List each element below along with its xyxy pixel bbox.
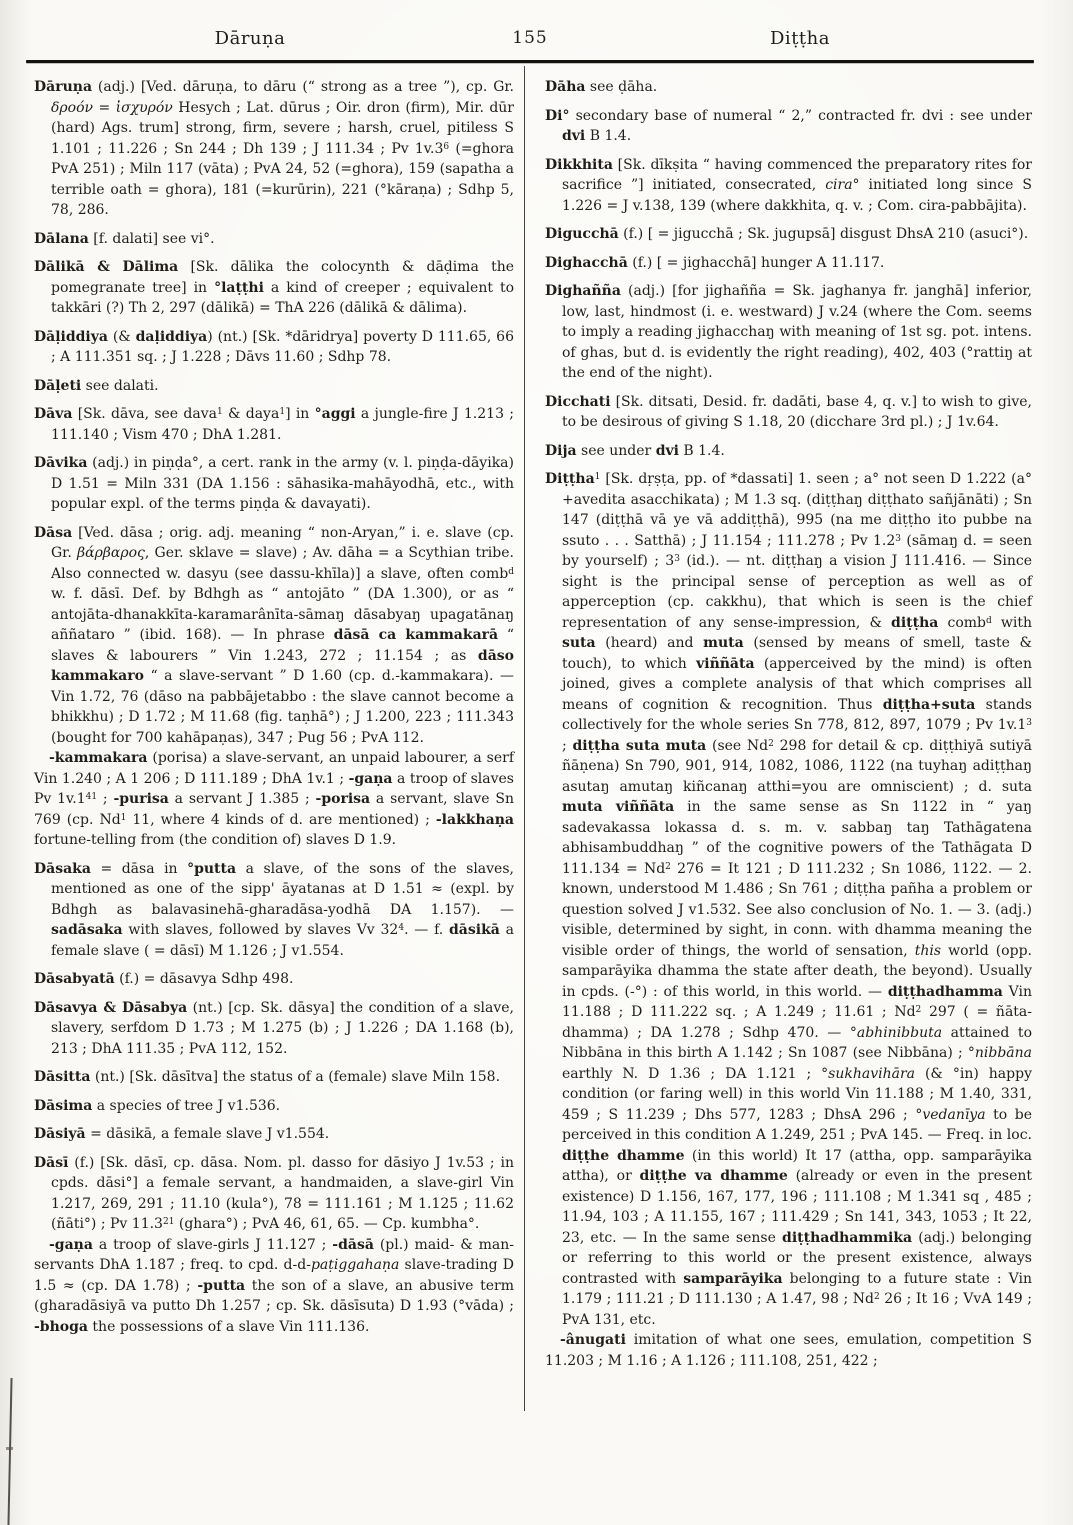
entry-text: imitation of what one sees, emulation, competition S 11.203 ; M 1.16 ; A 1.126 ; 111.108, 251, 422 ; [545, 1332, 1032, 1369]
left-column [34, 77, 514, 1345]
entry-text: secondary base of numeral “ 2,” contracted fr. dvi : see under [569, 107, 1032, 124]
entry-paragraph [34, 1096, 514, 1117]
entry-text: a jungle-fire J 1.213 ; 111.140 ; Vism 470 ; DhA 1.281. [51, 406, 514, 443]
entry-text: 276 = It 121 ; D 111.232 ; Sn 1086, 1122. — 2. known, understood M 1.486 ; Sn 761 ; diṭṭha pañha a problem or question solved J v1.532. See also conclusion of No. 1. — 3. (adj.) visible, determined by sight, in conn. with dhamma meaning the visible order of things, the world of sensation, [562, 860, 1032, 959]
headword: Diṭṭha [545, 471, 595, 487]
entry-text: 297 ( = ñāta-dhamma) ; DA 1.278 ; Sdhp 470. — [562, 1004, 1032, 1041]
entry-text: diṭṭhe va dhamme [639, 1168, 788, 1184]
entry-text: = dāsa in [90, 860, 188, 877]
entry-text: 3 [674, 554, 680, 564]
headword: Dikkhita [545, 156, 613, 173]
entry-text: w. f. dāsī. Def. by Bdhgh as “ antojāto ” (DA 1.300), or as “ antojāta-dhanakkīta-karamarânīta-sāmaŋ dāsabyaŋ upagatānaŋ aññataro ” (ibid. 168). — In phrase [51, 586, 514, 643]
scan-artifact [7, 1378, 12, 1525]
entry-text: attained to Nibbāna in this birth A 1.142 ; Sn 1087 (see Nibbāna) ; [562, 1024, 1032, 1061]
entry-text: 3 [895, 533, 902, 544]
headword: Dāsima [34, 1097, 93, 1114]
headword: Dicchati [545, 393, 611, 410]
entry-text: °putta [187, 860, 237, 877]
headword: Dālana [34, 230, 89, 247]
entry-text: [Sk. ditsati, Desid. fr. dadāti, base 4, q. v.] to wish to give, to be desirous of giving S 1.18, 20 (dicchare 3rd pl.) ; J 1v.64. [562, 393, 1032, 430]
column-divider [524, 66, 525, 1411]
entry-text: °abhinibbuta [849, 1024, 943, 1041]
entry-text: (id.). — nt. diṭṭhaŋ a vision J 111.416. — Since sight is the principal sense of perception as well as of apperception (cp. cakkhu), that which is seen is the chief representation of any sense-impression, & [562, 553, 1033, 631]
entry-text: (apperceived by the mind) is often joined, gives a complete analysis of that which comprises all means of cognition & recognition. Thus [562, 655, 1032, 713]
entry-text: [Sk. dṛṣṭa, pp. of *dassati] 1. seen ; a° not seen D 1.222 (a°+avedita asacchikata) ; M 1.3 sq. (diṭṭhaŋ diṭṭhato sañjānāti) ; Sn 147 (diṭṭhā vā ye vā addiṭṭhā), 995 (na me diṭṭho ito pubbe na ssuto . . . Satthā) ; J 11.154 ; 111.278 ; Pv 1.2 [562, 471, 1032, 549]
entry-text: , Ger. sklave = slave) ; Av. dāha = a Scythian tribe. Also connected w. dasyu (see dassu-khīla)] a slave, often comb [51, 545, 514, 582]
entry-text: see dalati. [81, 377, 159, 394]
entry-text: ; [97, 791, 114, 807]
entry-text: see ḍāha. [585, 79, 658, 95]
headword: Dālikā & Dālima [34, 259, 179, 275]
entry-text: a troop of slave-girls J 11.127 ; [92, 1236, 333, 1253]
entry-paragraph [545, 469, 1032, 1330]
entry-text: -lakkhaṇa [435, 811, 514, 828]
entry-text: (adj.) [for jighañña = Sk. jaghanya fr. janghā] inferior, low, last, hindmost (i. e. westward) J v.24 (where the Com. seems to imply a reading jighacchaŋ with meaning of 1st sg. pot. intens. of ghas, but d. is evidently the right reading), 402, 403 (°rattiŋ at the end of the night). [562, 283, 1032, 381]
scan-artifact-blot [6, 1447, 13, 1450]
entry-text: 1 [279, 407, 286, 417]
entry-text: °sukhavihāra [821, 1065, 915, 1082]
entry-paragraph [545, 1330, 1032, 1371]
entry-text: a slave, of the sons of the slaves, mentioned as one of the sipp' āyatanas at D 1.51 ≈ (expl. by Bdhgh as balavasinehā-gharadāsa-yodhā DA 1.157). — [51, 860, 514, 918]
headword: Dāvika [34, 455, 88, 471]
entry-text: Hesych ; Lat. dūrus ; Oir. dron (firm), Mir. dūr (hard) Ags. trum] strong, firm, severe ; harsh, cruel, pitiless S 1.101 ; 11.226 ; Sn 244 ; Dh 139 ; J 111.34 ; Pv 1v.3 [51, 99, 514, 157]
entry-text: viññāta [696, 655, 755, 672]
entry-text: 1 [216, 407, 223, 417]
entry-text: 2 [665, 861, 671, 872]
entry-text: -bhoga [34, 1318, 88, 1335]
entry-text: dvi [562, 128, 586, 144]
entry-text: dvi [655, 442, 679, 459]
dictionary-entry-dasiya [34, 1124, 514, 1145]
entry-text: diṭṭhadhamma [887, 983, 1003, 1000]
dictionary-entry-dija [545, 441, 1032, 462]
headword: Dighañña [545, 283, 621, 299]
entry-paragraph [545, 392, 1032, 433]
entry-text: muta [703, 635, 744, 651]
entry-text: 4 [398, 923, 405, 933]
headword: Dāsa [34, 524, 73, 541]
entry-text: world (opp. samparāyika dhamma the state after death, the beyond). Usually in cpds. (-°) : of this world, in this world. — [562, 942, 1032, 1000]
headword: Dāsitta [34, 1069, 91, 1085]
entry-text: (& [107, 328, 136, 345]
headword: Digucchā [545, 226, 619, 242]
entry-text: the possessions of a slave Vin 111.136. [87, 1318, 370, 1335]
entry-text: with slaves, followed by slaves Vv 32 [122, 922, 399, 938]
entry-text: -putta [197, 1277, 246, 1294]
entry-text: paṭiggahaṇa [310, 1257, 400, 1273]
entry-text: 26 ; It 16 ; VvA 149 ; PvA 131, etc. [562, 1291, 1032, 1328]
headword: Dāsiyā [34, 1126, 86, 1142]
entry-text: samparāyika [683, 1270, 783, 1287]
entry-paragraph [545, 253, 1032, 274]
entry-text: (nt.) [Sk. dāsītva] the status of a (female) slave Miln 158. [90, 1069, 501, 1085]
entry-paragraph [545, 155, 1032, 217]
entry-text: 11, where 4 kinds of d. are mentioned) ; [126, 811, 436, 828]
entry-text: -dāsā [332, 1236, 374, 1253]
dictionary-entry-dittha [545, 469, 1032, 1371]
headword: Dāsabyatā [34, 971, 115, 987]
dictionary-entry-davika [34, 453, 514, 515]
entry-text: diṭṭhadhammika [782, 1229, 913, 1246]
entry-text: muta viññāta [562, 799, 675, 815]
entry-text: °laṭṭhi [214, 279, 264, 296]
headword: Dāḷiddiya [34, 328, 108, 345]
entry-paragraph [34, 1235, 514, 1338]
entry-text: (f.) [Sk. dāsī, cp. dāsa. Nom. pl. dasso for dāsiyo J 1v.53 ; in cpds. dāsi°] a female servant, a handmaiden, a slave-girl Vin 1.217, 269, 291 ; 11.10 (kula°), 78 = 111.161 ; M 1.125 ; 11.62 (ñāti°) ; Pv 11.3 [51, 1154, 514, 1232]
entry-text: [Ved. dāsa ; orig. adj. meaning “ non-Aryan,” i. e. slave (cp. Gr. [51, 524, 514, 561]
entry-text: daḷiddiya [135, 328, 208, 345]
entry-paragraph [34, 748, 514, 851]
entry-text: a kind of creeper ; equivalent to takkāri (?) Th 2, 297 (dālikā) = ThA 226 (dālikā & dālima). [51, 279, 515, 316]
entry-text: fortune-telling from (the condition of) slaves D 1.9. [34, 832, 397, 848]
entry-text: 298 for detail & cp. diṭṭhiyā sutiyā ñāṇena) Sn 790, 901, 914, 1082, 1086, 1122 (na tuyhaŋ adiṭṭhaŋ asutaŋ amutaŋ kiñcanaŋ atthi=you are omniscient) ; d. suta [562, 737, 1032, 795]
entry-paragraph [34, 77, 514, 221]
headword: Dāsī [34, 1154, 69, 1171]
entry-text: -porisa [315, 791, 371, 807]
entry-paragraph [34, 404, 514, 445]
entry-text: diṭṭha suta muta [572, 737, 707, 754]
dictionary-entry-daleti [34, 376, 514, 397]
entry-paragraph [545, 224, 1032, 245]
dictionary-entry-dighanna [545, 281, 1032, 384]
dictionary-entry-diguccha [545, 224, 1032, 245]
dictionary-entry-dalika-dalima [34, 257, 514, 319]
entry-text: (porisa) a slave-servant, an unpaid labourer, a serf Vin 1.240 ; A 1 206 ; D 111.189 ; DhA 1v.1 ; [34, 750, 514, 787]
dictionary-entry-di [545, 106, 1032, 147]
entry-text: suta [562, 635, 596, 651]
entry-paragraph [545, 281, 1032, 384]
headword: Di° [545, 107, 570, 124]
entry-text: 1 [594, 472, 601, 482]
right-column [545, 77, 1032, 1379]
entry-text: . — f. [404, 922, 450, 938]
entry-text: (=ghora PvA 251) ; Miln 117 (vāta) ; PvA 24, 52 (=ghora), 159 (sapatha a terrible oath = ghora), 181 (=kurūrin), 221 (°kāraṇa) ; Sdhp 5, 78, 286. [51, 140, 514, 218]
entry-text: d [508, 566, 514, 577]
entry-text: °aggi [314, 406, 356, 422]
headword: Dāha [545, 79, 586, 95]
dictionary-entry-daha [545, 77, 1032, 98]
entry-text: dāso kammakaro [51, 647, 514, 684]
entry-text: [Sk. dālika the colocynth & dāḍima the pomegranate tree] in [51, 259, 514, 296]
entry-paragraph [34, 523, 514, 749]
dictionary-entry-dicchati [545, 392, 1032, 433]
entry-text: to be perceived in this condition A 1.249, 251 ; PvA 145. — Freq. in loc. [562, 1106, 1032, 1143]
entry-text: ) (nt.) [Sk. *dāridrya] poverty D 111.65, 66 ; A 111.351 sq. ; J 1.228 ; Dāvs 11.60 ; Sdhp 78. [51, 328, 514, 365]
entry-text: belonging to a future state : Vin 1.179 ; 111.21 ; D 111.130 ; A 1.47, 98 ; Nd [562, 1270, 1032, 1307]
entry-text: -gaṇa [348, 770, 393, 787]
header-guideword-left: Dāruṇa [214, 28, 286, 49]
entry-paragraph [34, 1067, 514, 1088]
entry-paragraph [34, 327, 514, 368]
entry-text: initiated long since S 1.226 = J v.138, 139 (where dakkhita, q. v. ; Com. cira-pabbājita). [562, 177, 1032, 214]
entry-text: a servant J 1.385 ; [168, 791, 316, 807]
entry-text: a species of tree J v1.536. [92, 1097, 281, 1114]
entry-text: (pl.) maid- & man-servants DhA 1.187 ; freq. to cpd. d-d- [34, 1236, 514, 1273]
entry-text: slave-trading D 1.5 ≈ (cp. DA 1.78) ; [34, 1257, 514, 1294]
entry-paragraph [34, 229, 514, 250]
entry-text: (ghara°) ; PvA 46, 61, 65. — Cp. kumbha°. [174, 1216, 480, 1232]
dictionary-entry-dasima [34, 1096, 514, 1117]
dictionary-entry-daruna [34, 77, 514, 221]
entry-text: (f.) [ = jigucchā ; Sk. jugupsā] disgust DhsA 210 (asuci°). [618, 226, 1029, 242]
entry-paragraph [34, 1153, 514, 1235]
entry-text: cira° [825, 177, 860, 193]
entry-paragraph [34, 376, 514, 397]
entry-text: diṭṭha [891, 614, 939, 631]
entry-text: (sensed by means of smell, taste & touch), to which [562, 635, 1032, 672]
entry-text: stands collectively for the whole series Sn 778, 812, 897, 1079 ; Pv 1v.1 [562, 696, 1032, 733]
entry-text: [Sk. dāva, see dava [72, 406, 217, 422]
entry-text: “ slaves & labourers ” Vin 1.243, 272 ; 11.154 ; as [51, 627, 514, 664]
entry-text: [f. dalati] see vi°. [88, 230, 215, 247]
entry-text: comb [938, 614, 986, 631]
page-number: 155 [512, 28, 548, 48]
headword: Dija [545, 442, 577, 459]
dictionary-entry-dasa [34, 523, 514, 851]
entry-text: 41 [85, 792, 98, 802]
entry-text: diṭṭha+suta [882, 696, 976, 713]
entry-text: (adj.) in piṇḍa°, a cert. rank in the army (v. l. piṇḍa-dāyika) D 1.51 = Miln 331 (DA 1.156 : sāhasika-mahāyodhā, etc., with popular expl. of the terms piṇḍa & davayati). [51, 455, 514, 512]
entry-text: B 1.4. [678, 442, 725, 459]
entry-paragraph [545, 77, 1032, 98]
dictionary-entry-dasitta [34, 1067, 514, 1088]
entry-text: d [985, 615, 992, 626]
entry-text: with [991, 614, 1032, 631]
entry-text: 6 [443, 141, 450, 152]
entry-paragraph [34, 453, 514, 515]
entry-text: in the same sense as Sn 1122 in “ yaŋ sadevakassa lokassa d. s. m. v. sabbaŋ taŋ Tathāgatena abhisambuddhaŋ ” of the cognitive powers of the Tathāgata D 111.134 = Nd [562, 799, 1032, 877]
entry-text: (f.) [ = jighacchā] hunger A 11.117. [627, 254, 885, 271]
entry-text: 2 [873, 1292, 880, 1302]
entry-text: (in this world) It 17 (attha, opp. samparāyika attha), or [562, 1147, 1033, 1184]
entry-text: ; [562, 737, 573, 754]
entry-text: 21 [162, 1217, 175, 1227]
headword: Dighacchā [545, 254, 628, 271]
entry-text: -ânugati [560, 1332, 626, 1348]
entry-text: B 1.4. [585, 128, 632, 144]
entry-text: (adj.) [Ved. dāruṇa, to dāru (“ strong as a tree ”), cp. Gr. [92, 79, 514, 95]
entry-text: ] in [285, 406, 315, 422]
dictionary-entry-dikkhita [545, 155, 1032, 217]
entry-text: (see Nd [706, 737, 769, 754]
dictionary-entry-dighaccha [545, 253, 1032, 274]
entry-text: = dāsikā, a female slave J v1.554. [85, 1126, 330, 1142]
dictionary-entry-dasi [34, 1153, 514, 1338]
entry-paragraph [34, 257, 514, 319]
entry-paragraph [545, 441, 1032, 462]
entry-text: see under [576, 442, 656, 459]
entry-text: “ a slave-servant ” D 1.60 (cp. d.-kammakara). — Vin 1.72, 76 (dāso na pabbājetabbo : the slave cannot become a bhikkhu) ; D 1.72 ; M 11.68 (fig. taṇhā°) ; J 1.200, 223 ; 111.343 (bought for 700 kahāpaṇas), 347 ; Pug 56 ; PvA 112. [51, 668, 514, 746]
entry-text: -gaṇa [49, 1236, 93, 1253]
entry-text: 1 [120, 812, 127, 823]
entry-text: a servant, slave Sn 769 (cp. Nd [34, 791, 514, 828]
entry-paragraph [34, 969, 514, 990]
entry-text: [Sk. dīkṣita “ having commenced the preparatory rites for sacrifice ”] initiated, consecrated, [562, 156, 1032, 193]
dictionary-entry-dasavya-dasabya [34, 998, 514, 1060]
entry-text: (f.) = dāsavya Sdhp 498. [114, 971, 294, 987]
entry-text: a female slave ( = dāsī) M 1.126 ; J v1.554. [51, 922, 514, 959]
entry-text: βάρβαρος [77, 545, 145, 561]
headword: Dāsavya & Dāsabya [34, 999, 188, 1016]
entry-text: the son of a slave, an abusive term (gharadāsiyā va putto Dh 1.257 ; cp. Sk. dāsīsuta) D 1.93 (°vāda) ; [34, 1277, 514, 1314]
entry-text: -kammakara [49, 750, 148, 766]
entry-paragraph [34, 1124, 514, 1145]
headword: Dāruṇa [34, 79, 93, 95]
entry-text: (nt.) [cp. Sk. dāsya] the condition of a slave, slavery, serfdom D 1.73 ; M 1.275 (b) ; J 1.226 ; DA 1.168 (b), 213 ; DhA 111.35 ; PvA 112, 152. [51, 999, 514, 1057]
entry-text: dāsā ca kammakarā [333, 627, 499, 643]
entry-text: dāsikā [449, 922, 500, 938]
entry-text: diṭṭhe dhamme [562, 1147, 685, 1164]
header-guideword-right: Diṭṭha [770, 28, 830, 49]
entry-text: °nibbāna [967, 1045, 1032, 1061]
dictionary-entry-dalana [34, 229, 514, 250]
entry-paragraph [545, 106, 1032, 147]
entry-paragraph [34, 859, 514, 962]
entry-text: (sāmaŋ d. = seen by yourself) ; 3 [562, 532, 1032, 569]
dictionary-entry-dasaka [34, 859, 514, 962]
entry-text: °vedanīya [915, 1106, 986, 1123]
entry-text: 3 [1026, 718, 1032, 728]
page-header [0, 28, 1073, 58]
entry-text: δροόν = ἰσχυρόν [51, 99, 173, 116]
entry-text: a troop of slaves Pv 1v.1 [34, 770, 514, 807]
entry-text: (heard) and [595, 635, 704, 651]
entry-text: 2 [915, 1005, 922, 1015]
entry-text: 2 [768, 738, 774, 749]
header-rule [26, 60, 1034, 63]
entry-text: (adj.) belonging or referring to this world or the present existence, always contrasted with [562, 1229, 1033, 1287]
entry-text: (already or even in the present existence) D 1.156, 167, 177, 196 ; 111.108 ; M 1.341 sq , 485 ; 11.94, 103 ; A 11.155, 167 ; 111.429 ; Sn 141, 343, 1053 ; It 22, 23, etc. — In the same sense [562, 1168, 1032, 1246]
dictionary-entry-dasabyata [34, 969, 514, 990]
entry-text: & daya [222, 406, 280, 422]
entry-text: sadāsaka [51, 922, 123, 938]
entry-text: -purisa [113, 791, 169, 807]
entry-text: earthly N. D 1.36 ; DA 1.121 ; [562, 1065, 822, 1082]
headword: Dāva [34, 406, 73, 422]
entry-text: Vin 11.188 ; D 111.222 sq. ; A 1.249 ; 11.61 ; Nd [562, 983, 1033, 1020]
headword: Dāḷeti [34, 377, 82, 394]
entry-text: (& °in) happy condition (or faring well) in this world Vin 11.188 ; M 1.40, 331, 459 ; S 11.239 ; Dhs 577, 1283 ; DhsA 296 ; [562, 1065, 1032, 1123]
dictionary-entry-dava [34, 404, 514, 445]
dictionary-entry-daliddiya [34, 327, 514, 368]
entry-paragraph [34, 998, 514, 1060]
entry-text: this [914, 942, 942, 959]
headword: Dāsaka [34, 860, 91, 877]
